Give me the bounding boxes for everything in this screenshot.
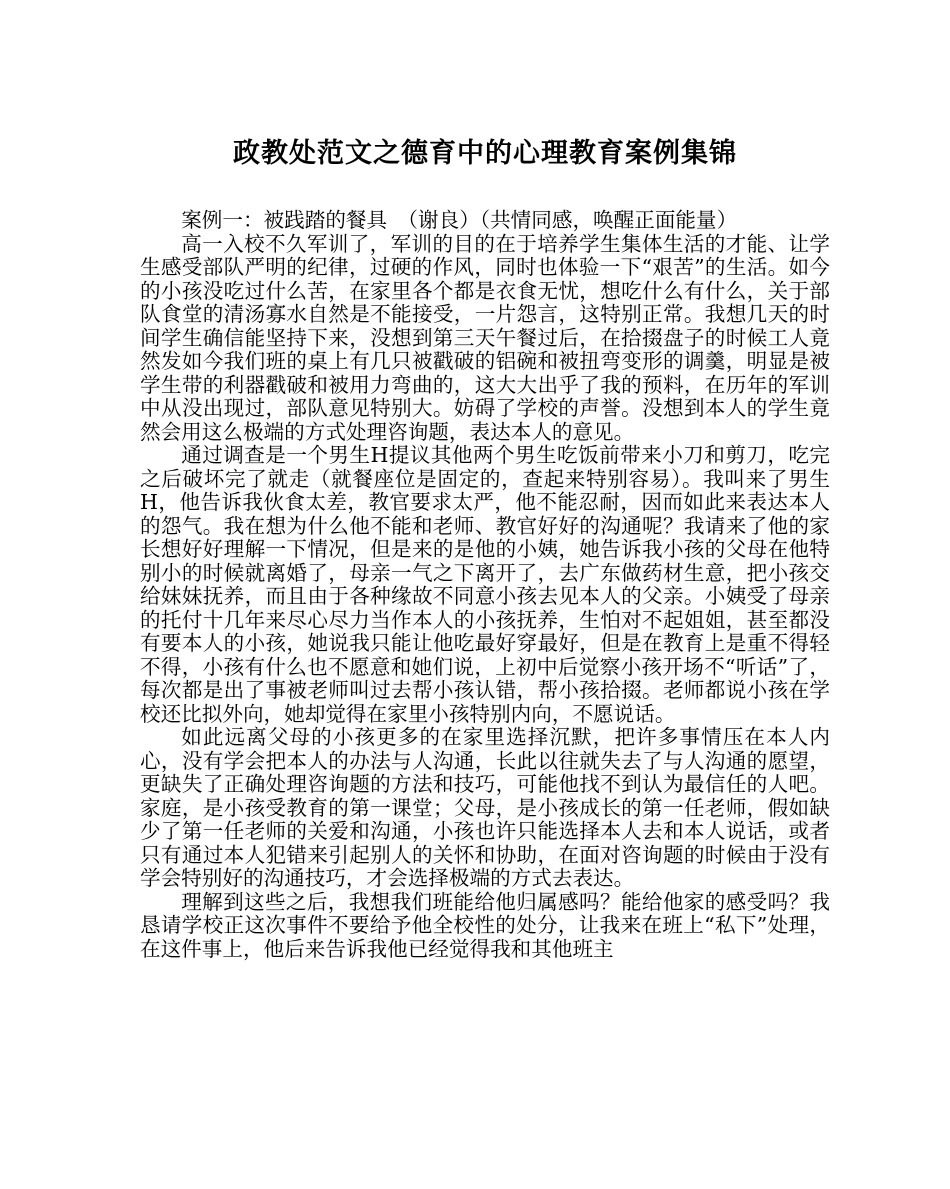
paragraph-3: 如此远离父母的小孩更多的在家里选择沉默，把许多事情压在本人内心，没有学会把本人的办法与人沟通，长此以往就失去了与人沟通的愿望，更缺失了正确处理咨询题的方法和技巧，可能他找不到认为最信任的人吧。家庭，是小孩受教育的第一课堂；父母，是小孩成长的第一任老师，假如缺少了第一任老师的关爱和沟通，小孩也许只能选择本人去和本人说话，或者只有通过本人犯错来引起别人的关怀和协助，在面对咨询题的时候由于没有学会特别好的沟通技巧，才会选择极端的方式去表达。 xyxy=(140,725,830,890)
document-body xyxy=(140,209,830,961)
document-title: 政教处范文之德育中的心理教育案例集锦 xyxy=(233,138,737,169)
paragraph-2: 通过调查是一个男生H提议其他两个男生吃饭前带来小刀和剪刀，吃完之后破坏完了就走（就餐座位是固定的，查起来特别容易）。我叫来了男生H，他告诉我伙食太差，教官要求太严，他不能忍耐，因而如此来表达本人的怨气。我在想为什么他不能和老师、教官好好的沟通呢？我请来了他的家长想好好理解一下情况，但是来的是他的小姨，她告诉我小孩的父母在他特别小的时候就离婚了，母亲一气之下离开了，去广东做药材生意，把小孩交给妹妹抚养，而且由于各种缘故不同意小孩去见本人的父亲。小姨受了母亲的托付十几年来尽心尽力当作本人的小孩抚养，生怕对不起姐姐，甚至都没有要本人的小孩，她说我只能让他吃最好穿最好，但是在教育上是重不得轻不得，小孩有什么也不愿意和她们说，上初中后觉察小孩开场不“听话”了，每次都是出了事被老师叫过去帮小孩认错，帮小孩拾掇。老师都说小孩在学校还比拟外向，她却觉得在家里小孩特别内向，不愿说话。 xyxy=(140,443,830,726)
paragraph-4: 理解到这些之后，我想我们班能给他归属感吗？能给他家的感受吗？我恳请学校正这次事件不要给予他全校性的处分，让我来在班上“私下”处理，在这件事上，他后来告诉我他已经觉得我和其他班主 xyxy=(140,889,830,961)
paragraph-1: 高一入校不久军训了，军训的目的在于培养学生集体生活的才能、让学生感受部队严明的纪律，过硬的作风，同时也体验一下“艰苦”的生活。如今的小孩没吃过什么苦，在家里各个都是衣食无忧，想吃什么有什么，关于部队食堂的清汤寡水自然是不能接受，一片怨言，这特别正常。我想几天的时间学生确信能坚持下来，没想到第三天午餐过后，在拾掇盘子的时候工人竟然发如今我们班的桌上有几只被戳破的铝碗和被扭弯变形的调羹，明显是被学生带的利器戳破和被用力弯曲的，这大大出乎了我的预料，在历年的军训中从没出现过，部队意见特别大。妨碍了学校的声誉。没想到本人的学生竟然会用这么极端的方式处理咨询题，表达本人的意见。 xyxy=(140,231,830,444)
case-heading: 案例一：被践踏的餐具 （谢良）（共情同感，唤醒正面能量） xyxy=(181,208,738,232)
